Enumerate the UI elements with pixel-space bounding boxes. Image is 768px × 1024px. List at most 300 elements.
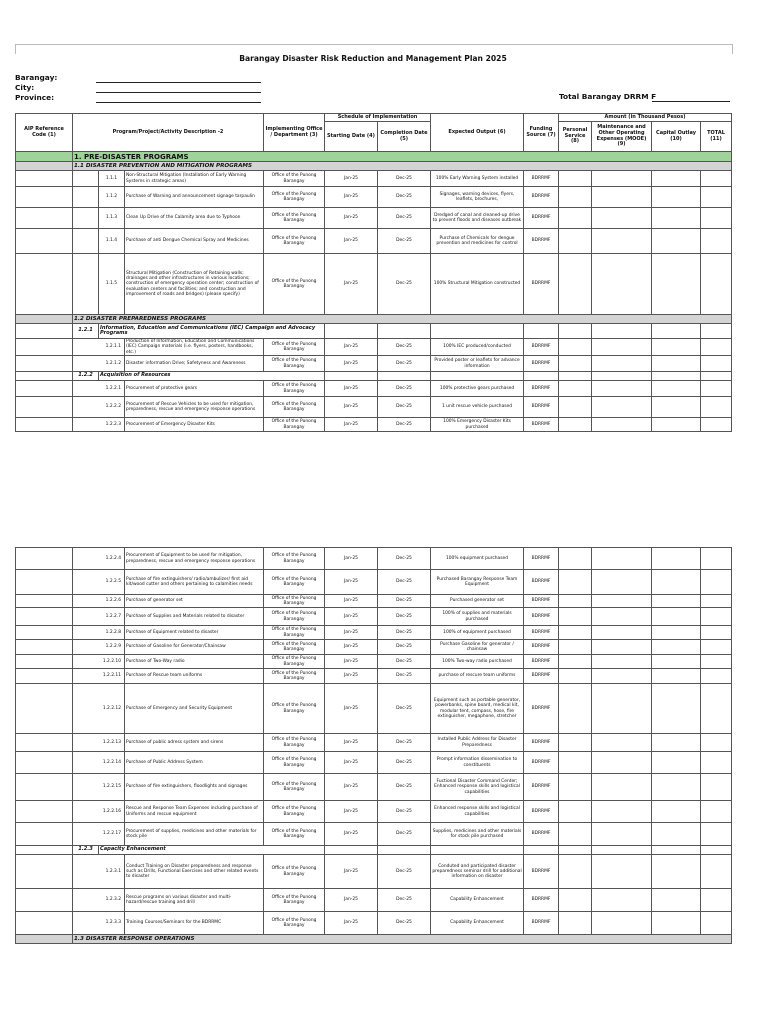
funding-source-cell: BDRRMF	[524, 734, 559, 752]
ppa-code-cell: 1.2.2.9	[73, 640, 125, 655]
completion-date-cell: Dec-25	[378, 570, 431, 595]
completion-date-cell: Dec-25	[378, 608, 431, 626]
starting-date-cell: Jan-25	[325, 229, 378, 254]
ppa-code-cell: 1.2.2.3	[73, 418, 125, 432]
starting-date-cell: Jan-25	[325, 356, 378, 372]
ppa-description-cell: Purchase of Public Address System	[125, 752, 264, 774]
funding-source-cell: BDRRMF	[524, 889, 559, 912]
implementing-office-cell: Office of the Punong Barangay	[264, 774, 325, 801]
section-pre-disaster: 1. PRE-DISASTER PROGRAMS	[73, 152, 732, 162]
aip-code-cell	[16, 669, 73, 684]
personal-service-cell	[559, 823, 592, 846]
completion-date-cell: Dec-25	[378, 774, 431, 801]
mooe-cell	[592, 640, 652, 655]
capital-outlay-cell	[652, 774, 701, 801]
mooe-cell	[592, 912, 652, 935]
ppa-code-cell: 1.1.4	[99, 229, 125, 254]
funding-source-cell: BDRRMF	[524, 752, 559, 774]
aip-code-cell	[16, 889, 73, 912]
total-cell	[701, 734, 732, 752]
group-cell	[701, 846, 732, 855]
header-starting-date: Starting Date (4)	[325, 122, 378, 152]
group-cell	[701, 372, 732, 381]
ppa-code-cell: 1.2.2.4	[73, 548, 125, 570]
capital-outlay-cell	[652, 356, 701, 372]
starting-date-cell: Jan-25	[325, 397, 378, 418]
implementing-office-cell: Office of the Punong Barangay	[264, 356, 325, 372]
completion-date-cell: Dec-25	[378, 684, 431, 734]
ppa-code-cell: 1.2.1.1	[73, 339, 125, 356]
expected-output-cell: 100% Structural Mitigation constructed	[431, 254, 524, 315]
indent-cell	[73, 171, 99, 187]
implementing-office-cell: Office of the Punong Barangay	[264, 381, 325, 397]
table-row	[16, 397, 732, 418]
section-cell	[16, 935, 73, 944]
drrm-plan-table-part-1	[15, 113, 732, 432]
expected-output-cell: Signages, warning devices, flyers, leaflets, brochures,	[431, 187, 524, 208]
group-cell	[524, 372, 559, 381]
implementing-office-cell: Office of the Punong Barangay	[264, 595, 325, 608]
aip-code-cell	[16, 801, 73, 823]
starting-date-cell: Jan-25	[325, 774, 378, 801]
group-cell	[16, 372, 73, 381]
completion-date-cell: Dec-25	[378, 889, 431, 912]
ppa-code-cell: 1.1.5	[99, 254, 125, 315]
total-cell	[701, 208, 732, 229]
capital-outlay-cell	[652, 608, 701, 626]
starting-date-cell: Jan-25	[325, 734, 378, 752]
table-row	[16, 356, 732, 372]
aip-code-cell	[16, 855, 73, 889]
header-personal-service: Personal Service (8)	[559, 122, 592, 152]
total-cell	[701, 889, 732, 912]
expected-output-cell: Purchased generator set	[431, 595, 524, 608]
capital-outlay-cell	[652, 684, 701, 734]
group-code-122: 1.2.2	[73, 372, 99, 381]
aip-code-cell	[16, 381, 73, 397]
capital-outlay-cell	[652, 548, 701, 570]
capital-outlay-cell	[652, 254, 701, 315]
implementing-office-cell: Office of the Punong Barangay	[264, 752, 325, 774]
capital-outlay-cell	[652, 418, 701, 432]
aip-code-cell	[16, 339, 73, 356]
expected-output-cell: Installed Public Address for Disaster Preparedness	[431, 734, 524, 752]
starting-date-cell: Jan-25	[325, 254, 378, 315]
table-row	[16, 570, 732, 595]
completion-date-cell: Dec-25	[378, 339, 431, 356]
personal-service-cell	[559, 752, 592, 774]
personal-service-cell	[559, 734, 592, 752]
implementing-office-cell: Office of the Punong Barangay	[264, 229, 325, 254]
starting-date-cell: Jan-25	[325, 669, 378, 684]
starting-date-cell: Jan-25	[325, 570, 378, 595]
mooe-cell	[592, 774, 652, 801]
mooe-cell	[592, 734, 652, 752]
aip-code-cell	[16, 595, 73, 608]
group-cell	[524, 324, 559, 339]
personal-service-cell	[559, 801, 592, 823]
table-row	[16, 229, 732, 254]
ppa-description-cell: Disaster information Drive; Safetyness and Awareness	[125, 356, 264, 372]
funding-source-cell: BDRRMF	[524, 356, 559, 372]
personal-service-cell	[559, 595, 592, 608]
table-row	[16, 889, 732, 912]
total-cell	[701, 595, 732, 608]
funding-source-cell: BDRRMF	[524, 684, 559, 734]
aip-code-cell	[16, 418, 73, 432]
ppa-code-cell: 1.2.2.8	[73, 626, 125, 640]
aip-code-cell	[16, 254, 73, 315]
ppa-code-cell: 1.2.1.2	[73, 356, 125, 372]
expected-output-cell: Conduted and participated disaster preparedness seminar drill for additional information on disaster	[431, 855, 524, 889]
capital-outlay-cell	[652, 229, 701, 254]
expected-output-cell: Equipment such as portable generator, powerbanks, spine board, medical kit, modular tent, compass, hose, fire extinguisher, megaphone, stretcher	[431, 684, 524, 734]
starting-date-cell: Jan-25	[325, 595, 378, 608]
implementing-office-cell: Office of the Punong Barangay	[264, 855, 325, 889]
ppa-code-cell: 1.2.2.16	[73, 801, 125, 823]
table-row	[16, 608, 732, 626]
ppa-description-cell: Non-Structural Mitigation (Installation of Early Warning Systems in strategic areas)	[125, 171, 264, 187]
completion-date-cell: Dec-25	[378, 548, 431, 570]
group-label-121: Information, Education and Communications (IEC) Campaign and Advocacy Programs	[99, 324, 325, 339]
capital-outlay-cell	[652, 626, 701, 640]
document-title: Barangay Disaster Risk Reduction and Management Plan 2025	[239, 54, 507, 63]
group-cell	[559, 846, 592, 855]
implementing-office-cell: Office of the Punong Barangay	[264, 684, 325, 734]
ppa-code-cell: 1.2.2.14	[73, 752, 125, 774]
table-row	[16, 684, 732, 734]
ppa-code-cell: 1.2.2.11	[73, 669, 125, 684]
completion-date-cell: Dec-25	[378, 640, 431, 655]
starting-date-cell: Jan-25	[325, 187, 378, 208]
ppa-code-cell: 1.2.2.17	[73, 823, 125, 846]
expected-output-cell: 100% protective gears purchased	[431, 381, 524, 397]
completion-date-cell: Dec-25	[378, 381, 431, 397]
drrm-plan-table-part-2	[15, 547, 732, 944]
total-cell	[701, 381, 732, 397]
total-cell	[701, 608, 732, 626]
ppa-description-cell: Purchase of fire extinguishers, floodlights and signages	[125, 774, 264, 801]
funding-source-cell: BDRRMF	[524, 418, 559, 432]
ppa-description-cell: Purchase of Two-Way radio	[125, 655, 264, 669]
group-cell	[592, 324, 652, 339]
expected-output-cell: 100% of equipment purchased	[431, 626, 524, 640]
personal-service-cell	[559, 171, 592, 187]
funding-source-cell: BDRRMF	[524, 823, 559, 846]
funding-source-cell: BDRRMF	[524, 912, 559, 935]
total-cell	[701, 912, 732, 935]
capital-outlay-cell	[652, 171, 701, 187]
table-row	[16, 774, 732, 801]
completion-date-cell: Dec-25	[378, 626, 431, 640]
personal-service-cell	[559, 570, 592, 595]
total-cell	[701, 548, 732, 570]
funding-source-cell: BDRRMF	[524, 855, 559, 889]
expected-output-cell: 100% Emergency Disaster Kits purchased	[431, 418, 524, 432]
funding-source-cell: BDRRMF	[524, 595, 559, 608]
expected-output-cell: 100% of supplies and materials purchased	[431, 608, 524, 626]
table-row	[16, 418, 732, 432]
funding-source-cell: BDRRMF	[524, 208, 559, 229]
expected-output-cell: Dredged of canal and cleaned-up drive to prevent floods and diseases outbreak	[431, 208, 524, 229]
implementing-office-cell: Office of the Punong Barangay	[264, 626, 325, 640]
capital-outlay-cell	[652, 595, 701, 608]
mooe-cell	[592, 381, 652, 397]
total-cell	[701, 823, 732, 846]
completion-date-cell: Dec-25	[378, 187, 431, 208]
total-cell	[701, 669, 732, 684]
personal-service-cell	[559, 381, 592, 397]
expected-output-cell: 100% Early Warning System installed	[431, 171, 524, 187]
starting-date-cell: Jan-25	[325, 608, 378, 626]
completion-date-cell: Dec-25	[378, 855, 431, 889]
ppa-description-cell: Rescue programs on various disaster and multi-hazard/rescue training and drill	[125, 889, 264, 912]
implementing-office-cell: Office of the Punong Barangay	[264, 208, 325, 229]
starting-date-cell: Jan-25	[325, 339, 378, 356]
personal-service-cell	[559, 608, 592, 626]
funding-source-cell: BDRRMF	[524, 229, 559, 254]
aip-code-cell	[16, 356, 73, 372]
expected-output-cell: Capability Enhancement	[431, 912, 524, 935]
section-cell	[16, 152, 73, 162]
mooe-cell	[592, 397, 652, 418]
mooe-cell	[592, 570, 652, 595]
ppa-description-cell: Procurement of supplies, medicines and other materials for stock pile	[125, 823, 264, 846]
starting-date-cell: Jan-25	[325, 626, 378, 640]
mooe-cell	[592, 187, 652, 208]
barangay-label: Barangay:	[15, 73, 58, 82]
personal-service-cell	[559, 339, 592, 356]
expected-output-cell: 100% Two-way radio purchased	[431, 655, 524, 669]
mooe-cell	[592, 626, 652, 640]
capital-outlay-cell	[652, 669, 701, 684]
province-line	[96, 102, 261, 103]
completion-date-cell: Dec-25	[378, 418, 431, 432]
starting-date-cell: Jan-25	[325, 684, 378, 734]
completion-date-cell: Dec-25	[378, 823, 431, 846]
funding-source-cell: BDRRMF	[524, 254, 559, 315]
ppa-description-cell: Purchase of Emergency and Security Equipment	[125, 684, 264, 734]
indent-cell	[73, 208, 99, 229]
header-amount: Amount (in Thousand Pesos)	[559, 114, 732, 122]
completion-date-cell: Dec-25	[378, 595, 431, 608]
ppa-description-cell: Purchase of Warning and announcement signage tarpaulin	[125, 187, 264, 208]
completion-date-cell: Dec-25	[378, 912, 431, 935]
personal-service-cell	[559, 187, 592, 208]
expected-output-cell: 100% equipment purchased	[431, 548, 524, 570]
header-implementing: Implementing Office / Department (3)	[264, 114, 325, 152]
mooe-cell	[592, 801, 652, 823]
ppa-description-cell: Purchase of public adress system and sirens	[125, 734, 264, 752]
capital-outlay-cell	[652, 752, 701, 774]
personal-service-cell	[559, 626, 592, 640]
completion-date-cell: Dec-25	[378, 254, 431, 315]
personal-service-cell	[559, 912, 592, 935]
table-row	[16, 171, 732, 187]
group-cell	[701, 324, 732, 339]
personal-service-cell	[559, 889, 592, 912]
ppa-code-cell: 1.2.2.15	[73, 774, 125, 801]
group-cell	[431, 846, 524, 855]
group-cell	[325, 846, 378, 855]
total-cell	[701, 339, 732, 356]
mooe-cell	[592, 418, 652, 432]
implementing-office-cell: Office of the Punong Barangay	[264, 570, 325, 595]
group-cell	[378, 372, 431, 381]
total-cell	[701, 418, 732, 432]
section-prevention: 1.1 DISASTER PREVENTION AND MITIGATION PROGRAMS	[73, 162, 732, 171]
capital-outlay-cell	[652, 912, 701, 935]
capital-outlay-cell	[652, 855, 701, 889]
mooe-cell	[592, 684, 652, 734]
capital-outlay-cell	[652, 655, 701, 669]
implementing-office-cell: Office of the Punong Barangay	[264, 823, 325, 846]
table-row	[16, 801, 732, 823]
completion-date-cell: Dec-25	[378, 171, 431, 187]
completion-date-cell: Dec-25	[378, 734, 431, 752]
indent-cell	[73, 229, 99, 254]
aip-code-cell	[16, 640, 73, 655]
starting-date-cell: Jan-25	[325, 640, 378, 655]
mooe-cell	[592, 229, 652, 254]
starting-date-cell: Jan-25	[325, 208, 378, 229]
funding-source-cell: BDRRMF	[524, 381, 559, 397]
ppa-description-cell: Purchase of Equipment related to disaster	[125, 626, 264, 640]
page-top-border	[15, 44, 733, 54]
aip-code-cell	[16, 548, 73, 570]
funding-source-cell: BDRRMF	[524, 397, 559, 418]
table-row	[16, 187, 732, 208]
ppa-description-cell: Purchase of generator set	[125, 595, 264, 608]
capital-outlay-cell	[652, 339, 701, 356]
funding-source-cell: BDRRMF	[524, 608, 559, 626]
mooe-cell	[592, 752, 652, 774]
mooe-cell	[592, 889, 652, 912]
expected-output-cell: Fuctional Disaster Command Center; Enhanced response skills and logistical capabilities	[431, 774, 524, 801]
ppa-description-cell: Purchase of anti Dengue Chemical Spray and Medicines	[125, 229, 264, 254]
expected-output-cell: Capability Enhancement	[431, 889, 524, 912]
personal-service-cell	[559, 669, 592, 684]
group-cell	[431, 324, 524, 339]
funding-source-cell: BDRRMF	[524, 339, 559, 356]
section-preparedness: 1.2 DISASTER PREPAREDNESS PROGRAMS	[73, 315, 732, 324]
group-cell	[652, 846, 701, 855]
table-row	[16, 208, 732, 229]
funding-source-cell: BDRRMF	[524, 801, 559, 823]
capital-outlay-cell	[652, 889, 701, 912]
completion-date-cell: Dec-25	[378, 208, 431, 229]
personal-service-cell	[559, 229, 592, 254]
ppa-code-cell: 1.2.2.10	[73, 655, 125, 669]
group-cell	[431, 372, 524, 381]
expected-output-cell: Supplies, medicines and other materials for stock pile purchased	[431, 823, 524, 846]
group-code-123: 1.2.3	[73, 846, 99, 855]
total-cell	[701, 640, 732, 655]
total-cell	[701, 254, 732, 315]
personal-service-cell	[559, 855, 592, 889]
aip-code-cell	[16, 570, 73, 595]
completion-date-cell: Dec-25	[378, 229, 431, 254]
group-cell	[559, 324, 592, 339]
capital-outlay-cell	[652, 187, 701, 208]
indent-cell	[73, 187, 99, 208]
personal-service-cell	[559, 640, 592, 655]
total-cell	[701, 356, 732, 372]
implementing-office-cell: Office of the Punong Barangay	[264, 801, 325, 823]
expected-output-cell: Purchase Gasoline for generator / chainsaw	[431, 640, 524, 655]
ppa-description-cell: Structural Mitigation (Construction of Retaining walls; drainages and other infrastructures in various locations; construction of emergency operation center; construction of evaluation centers and facilities; and construction and improvement of roads and bridges) (please specify)	[125, 254, 264, 315]
funding-source-cell: BDRRMF	[524, 774, 559, 801]
completion-date-cell: Dec-25	[378, 801, 431, 823]
group-cell	[16, 846, 73, 855]
section-cell	[16, 315, 73, 324]
table-row	[16, 254, 732, 315]
personal-service-cell	[559, 208, 592, 229]
mooe-cell	[592, 171, 652, 187]
completion-date-cell: Dec-25	[378, 655, 431, 669]
aip-code-cell	[16, 752, 73, 774]
implementing-office-cell: Office of the Punong Barangay	[264, 734, 325, 752]
expected-output-cell: purchase of rescure team uniforms	[431, 669, 524, 684]
starting-date-cell: Jan-25	[325, 889, 378, 912]
personal-service-cell	[559, 254, 592, 315]
total-cell	[701, 397, 732, 418]
table-row	[16, 339, 732, 356]
funding-source-cell: BDRRMF	[524, 548, 559, 570]
mooe-cell	[592, 669, 652, 684]
ppa-description-cell: Purchase of Gasoline for Generator/Chainsaw	[125, 640, 264, 655]
capital-outlay-cell	[652, 397, 701, 418]
expected-output-cell: Enhanced response skills and logistical capabilities	[431, 801, 524, 823]
implementing-office-cell: Office of the Punong Barangay	[264, 397, 325, 418]
total-drrm-label: Total Barangay DRRM F	[559, 92, 657, 101]
total-drrm-line	[652, 101, 730, 102]
header-expected-output: Expected Output (6)	[431, 114, 524, 152]
total-cell	[701, 752, 732, 774]
group-label-123: Capacity Enhancement	[99, 846, 325, 855]
indent-cell	[73, 254, 99, 315]
header-capital-outlay: Capital Outlay (10)	[652, 122, 701, 152]
aip-code-cell	[16, 684, 73, 734]
group-cell	[325, 372, 378, 381]
ppa-description-cell: Conduct Training on Disaster preparedness and response such as Drills, Functional Exercises and other related events to disaster	[125, 855, 264, 889]
ppa-description-cell: Purchase of Supplies and Materials related to disaster	[125, 608, 264, 626]
mooe-cell	[592, 823, 652, 846]
ppa-code-cell: 1.1.3	[99, 208, 125, 229]
personal-service-cell	[559, 418, 592, 432]
aip-code-cell	[16, 734, 73, 752]
group-cell	[652, 324, 701, 339]
mooe-cell	[592, 356, 652, 372]
total-cell	[701, 626, 732, 640]
implementing-office-cell: Office of the Punong Barangay	[264, 655, 325, 669]
total-cell	[701, 570, 732, 595]
aip-code-cell	[16, 912, 73, 935]
aip-code-cell	[16, 397, 73, 418]
aip-code-cell	[16, 774, 73, 801]
table-row	[16, 640, 732, 655]
header-schedule: Schedule of Implementation	[325, 114, 431, 122]
personal-service-cell	[559, 397, 592, 418]
table-row	[16, 734, 732, 752]
ppa-code-cell: 1.2.3.3	[73, 912, 125, 935]
starting-date-cell: Jan-25	[325, 381, 378, 397]
implementing-office-cell: Office of the Punong Barangay	[264, 669, 325, 684]
ppa-description-cell: Procurement of Rescue Vehicles to be used for mitigation, preparedness, rescue and emergency response operations	[125, 397, 264, 418]
expected-output-cell: Prompt information dissemination to constituents	[431, 752, 524, 774]
funding-source-cell: BDRRMF	[524, 171, 559, 187]
capital-outlay-cell	[652, 823, 701, 846]
